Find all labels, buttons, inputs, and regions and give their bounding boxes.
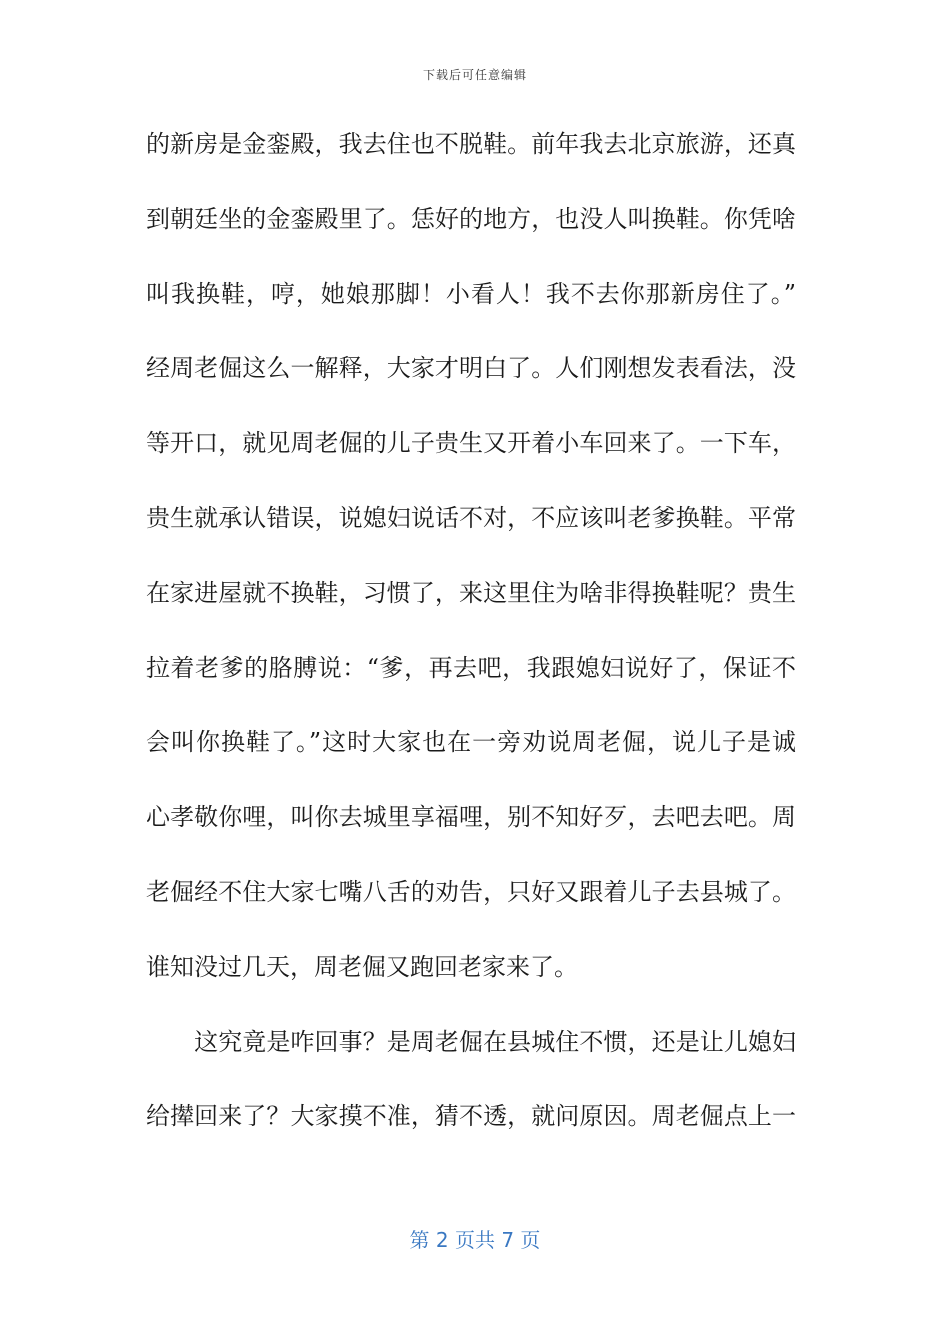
text-line: 谁知没过几天，周老倔又跑回老家来了。 xyxy=(146,952,578,981)
text-line: 拉着老爹的胳膊说：“爹，再去吧，我跟媳妇说好了，保证不 xyxy=(146,653,796,682)
text-line: 这究竟是咋回事？是周老倔在县城住不惯，还是让儿媳妇 xyxy=(146,1027,796,1056)
page-number-footer: 第 2 页共 7 页 xyxy=(409,1228,541,1252)
text-line: 等开口，就见周老倔的儿子贵生又开着小车回来了。一下车， xyxy=(146,429,796,458)
text-line: 心孝敬你哩，叫你去城里享福哩，别不知好歹，去吧去吧。周 xyxy=(146,803,796,832)
text-line: 到朝廷坐的金銮殿里了。恁好的地方，也没人叫换鞋。你凭啥 xyxy=(146,204,796,233)
text-line: 会叫你换鞋了。”这时大家也在一旁劝说周老倔，说儿子是诚 xyxy=(146,728,796,757)
text-line: 经周老倔这么一解释，大家才明白了。人们刚想发表看法，没 xyxy=(146,354,796,383)
text-line: 老倔经不住大家七嘴八舌的劝告，只好又跟着儿子去县城了。 xyxy=(146,877,796,906)
text-line: 给撵回来了？大家摸不准，猜不透，就问原因。周老倔点上一 xyxy=(146,1102,796,1131)
text-line: 的新房是金銮殿，我去住也不脱鞋。前年我去北京旅游，还真 xyxy=(146,130,796,158)
page-header-note: 下载后可任意编辑 xyxy=(422,68,527,82)
text-line: 在家进屋就不换鞋，习惯了，来这里住为啥非得换鞋呢？贵生 xyxy=(146,578,796,607)
body-text xyxy=(146,118,796,1165)
text-line: 叫我换鞋，哼，她娘那脚！小看人！我不去你那新房住了。” xyxy=(146,279,796,308)
text-line: 贵生就承认错误，说媳妇说话不对，不应该叫老爹换鞋。平常 xyxy=(146,503,796,532)
